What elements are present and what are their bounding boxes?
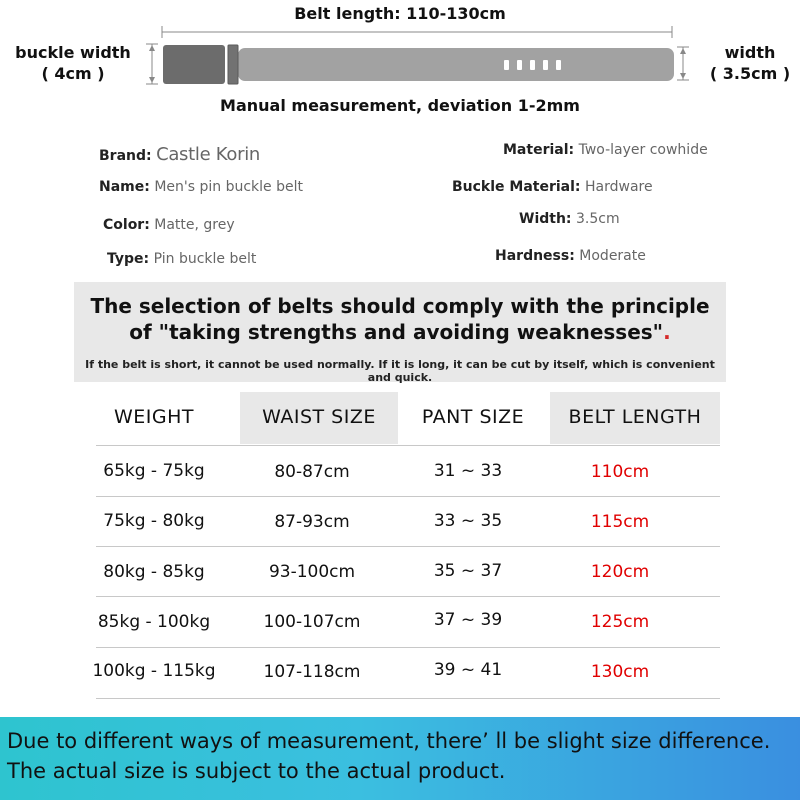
spec-hardness bbox=[495, 248, 646, 264]
cell-pant: 31 ~ 33 bbox=[433, 461, 503, 481]
spec-color bbox=[103, 217, 235, 233]
cell-weight: 85kg - 100kg bbox=[97, 612, 211, 632]
strap-width-label bbox=[700, 42, 800, 84]
row-divider bbox=[96, 546, 720, 547]
cell-waist: 93-100cm bbox=[268, 562, 356, 582]
spec-buckle-material-key: Buckle Material: bbox=[452, 179, 581, 195]
disclaimer-line-1: Due to different ways of measurement, there’ ll be slight size difference. bbox=[7, 729, 771, 753]
header-waist-size: WAIST SIZE bbox=[262, 406, 376, 428]
disclaimer-line-2: The actual size is subject to the actual product. bbox=[7, 759, 506, 783]
spec-buckle-material bbox=[452, 179, 653, 195]
cell-belt-length: 115cm bbox=[590, 512, 650, 532]
cell-pant: 35 ~ 37 bbox=[433, 561, 503, 581]
buckle-width-value: ( 4cm ) bbox=[41, 64, 105, 83]
spec-brand bbox=[99, 144, 260, 165]
buckle-width-label bbox=[8, 42, 138, 84]
spec-type bbox=[107, 251, 256, 267]
row-divider bbox=[96, 647, 720, 648]
spec-color-value: Matte, grey bbox=[154, 217, 235, 233]
spec-material bbox=[503, 142, 708, 158]
belt-strap bbox=[238, 48, 674, 81]
row-divider bbox=[96, 596, 720, 597]
cell-weight: 100kg - 115kg bbox=[92, 661, 216, 681]
spec-color-key: Color: bbox=[103, 217, 150, 233]
strap-width-title: width bbox=[724, 43, 776, 62]
principle-red-dot: . bbox=[663, 320, 671, 344]
spec-type-value: Pin buckle belt bbox=[153, 251, 257, 267]
cell-waist: 100-107cm bbox=[263, 612, 361, 632]
spec-type-key: Type: bbox=[107, 251, 150, 267]
size-disclaimer-bar bbox=[0, 717, 800, 800]
principle-line-2-text: of "taking strengths and avoiding weaknesses" bbox=[129, 320, 664, 344]
row-divider bbox=[96, 496, 720, 497]
brand-logo: Castle Korin bbox=[156, 144, 261, 165]
cell-weight: 75kg - 80kg bbox=[103, 511, 205, 531]
cell-waist: 80-87cm bbox=[274, 462, 350, 482]
spec-name-value: Men's pin buckle belt bbox=[154, 179, 303, 195]
cell-weight: 80kg - 85kg bbox=[103, 562, 205, 582]
header-belt-length: BELT LENGTH bbox=[568, 406, 702, 428]
cell-waist: 87-93cm bbox=[274, 512, 350, 532]
principle-banner bbox=[74, 282, 726, 382]
spec-buckle-material-value: Hardware bbox=[584, 179, 653, 195]
principle-line-1: The selection of belts should comply with the principle bbox=[90, 294, 710, 318]
buckle-width-dimension bbox=[146, 44, 158, 84]
cell-pant: 39 ~ 41 bbox=[433, 660, 503, 680]
strap-width-dimension bbox=[677, 47, 689, 80]
spec-width-key: Width: bbox=[519, 211, 572, 227]
spec-name-key: Name: bbox=[99, 179, 150, 195]
belt-length-label: Belt length: 110-130cm bbox=[294, 4, 506, 23]
spec-hardness-value: Moderate bbox=[579, 248, 646, 264]
cell-pant: 33 ~ 35 bbox=[433, 511, 503, 531]
cell-belt-length: 125cm bbox=[590, 612, 650, 632]
cell-belt-length: 120cm bbox=[590, 562, 650, 582]
spec-material-key: Material: bbox=[503, 142, 575, 158]
measurement-note: Manual measurement, deviation 1-2mm bbox=[220, 96, 580, 115]
spec-hardness-key: Hardness: bbox=[495, 248, 575, 264]
belt-length-dimension bbox=[162, 26, 672, 38]
cell-pant: 37 ~ 39 bbox=[433, 610, 503, 630]
spec-width bbox=[519, 211, 620, 227]
principle-line-2 bbox=[74, 320, 726, 344]
strap-width-value: ( 3.5cm ) bbox=[709, 64, 791, 83]
principle-subtext: If the belt is short, it cannot be used normally. If it is long, it can be cut by itself, which is convenient and quick. bbox=[85, 358, 715, 384]
spec-material-value: Two-layer cowhide bbox=[578, 142, 708, 158]
cell-weight: 65kg - 75kg bbox=[103, 461, 205, 481]
header-pant-size: PANT SIZE bbox=[421, 406, 525, 428]
header-weight: WEIGHT bbox=[113, 406, 194, 428]
cell-belt-length: 130cm bbox=[590, 662, 650, 682]
cell-waist: 107-118cm bbox=[263, 662, 361, 682]
belt-buckle bbox=[163, 45, 225, 84]
belt-keeper bbox=[228, 45, 238, 84]
spec-name bbox=[99, 179, 303, 195]
spec-width-value: 3.5cm bbox=[575, 211, 620, 227]
row-divider bbox=[96, 698, 720, 699]
row-divider bbox=[96, 445, 720, 446]
cell-belt-length: 110cm bbox=[590, 462, 650, 482]
spec-brand-key: Brand: bbox=[99, 148, 152, 164]
buckle-width-title: buckle width bbox=[15, 43, 131, 62]
